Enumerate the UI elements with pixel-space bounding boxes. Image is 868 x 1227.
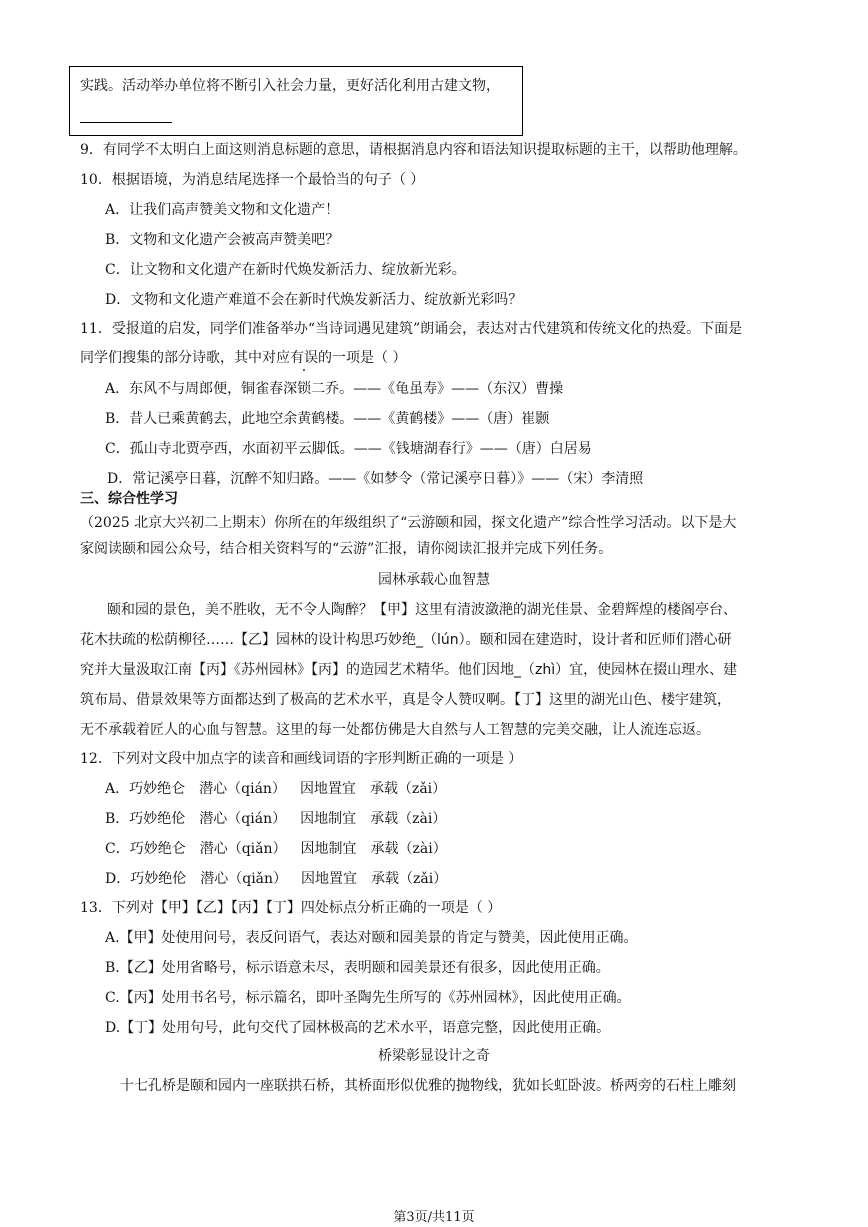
- stem-part: 同学们搜集的部分诗歌，其中对应: [80, 350, 290, 366]
- passage-title: 园林承载心血智慧: [378, 572, 490, 588]
- passage-line: 无不承载着匠人的心血与智慧。这里的每一处都仿佛是大自然与人工智慧的完美交融，让人流连忘返。: [80, 722, 710, 738]
- answer-blank: [80, 111, 172, 127]
- question-11-option: B．昔人已乘黄鹤去，此地空余黄鹤楼。——《黄鹤楼》——（唐）崔颢: [105, 411, 550, 427]
- page-number: 第3页/共11页: [393, 1210, 475, 1225]
- question-13-stem: 13．下列对【甲】【乙】【丙】【丁】四处标点分析正确的一项是（ ）: [80, 900, 502, 916]
- question-9: 9．有同学不太明白上面这则消息标题的意思，请根据消息内容和语法知识提取标题的主干，以帮助他理解。: [80, 142, 747, 158]
- passage-line: 十七孔桥是颐和园内一座联拱石桥，其桥面形似优雅的抛物线，犹如长虹卧波。桥两旁的石柱上雕刻: [120, 1078, 736, 1094]
- option-part: 因地制宜: [300, 841, 357, 857]
- option-part: D．巧妙绝伦: [105, 871, 187, 887]
- question-10-option: A．让我们高声赞美文物和文化遗产！: [105, 202, 340, 218]
- question-10-stem: 10．根据语境，为消息结尾选择一个最恰当的句子（ ）: [80, 172, 425, 188]
- passage-line: 筑布局、借景效果等方面都达到了极高的艺术水平，真是令人赞叹啊。【丁】这里的湖光山色、楼宇建筑，: [80, 692, 731, 708]
- question-12-option: [105, 810, 446, 828]
- question-13-option: D.【丁】处用句号，此句交代了园林极高的艺术水平，语意完整，因此使用正确。: [105, 1020, 611, 1036]
- section-heading: 三、综合性学习: [80, 491, 178, 507]
- question-13-option: B.【乙】处用省略号，标示语意未尽，表明颐和园美景还有很多，因此使用正确。: [105, 960, 610, 976]
- question-11-option: D．常记溪亭日暮，沉醉不知归路。——《如梦令（常记溪亭日暮）》——（宋）李清照: [107, 471, 644, 487]
- passage-title: 桥梁彰显设计之奇: [378, 1048, 490, 1064]
- option-part: 因地置宜: [299, 781, 356, 797]
- question-10-option: B．文物和文化遗产会被高声赞美吧？: [105, 232, 340, 248]
- passage-line: 究并大量汲取江南【丙】《苏州园林》【丙】的造园艺术精华。他们因地_（zhì）宜，使园林在掇山理水、建: [80, 662, 738, 678]
- option-part: B．巧妙绝伦: [105, 811, 186, 827]
- passage-line: 颐和园的景色，美不胜收，无不令人陶醉？【甲】这里有清波潋滟的湖光佳景、金碧辉煌的楼阁亭台、: [107, 602, 737, 618]
- option-part: 承载（zài）: [370, 811, 447, 827]
- question-11-stem: 11．受报道的启发，同学们准备举办“当诗词遇见建筑”朗诵会，表达对古代建筑和传统文化的热爱。下面是: [80, 321, 743, 337]
- activity-intro: 家阅读颐和园公众号，结合相关资料写的“云游”汇报，请你阅读汇报并完成下列任务。: [80, 541, 613, 557]
- question-13-option: A.【甲】处使用问号，表反问语气，表达对颐和园美景的肯定与赞美，因此使用正确。: [105, 930, 638, 946]
- question-12-option: [105, 870, 447, 888]
- question-13-option: C.【丙】处用书名号，标示篇名，即叶圣陶先生所写的《苏州园林》，因此使用正确。: [105, 990, 631, 1006]
- option-part: A．巧妙绝仑: [105, 781, 186, 797]
- option-part: C．巧妙绝仑: [105, 841, 186, 857]
- question-12-option: [105, 780, 446, 798]
- option-part: 潜心（qiǎn）: [200, 871, 288, 887]
- passage-line: 花木扶疏的松荫柳径……【乙】园林的设计构思巧妙绝_（lún）。颐和园在建造时，设计者和匠师们潜心研: [80, 632, 732, 648]
- option-part: 承载（zǎi）: [371, 871, 448, 887]
- dotted-emphasis: 有误: [290, 350, 318, 366]
- question-12-stem: 12．下列对文段中加点字的读音和画线词语的字形判断正确的一项是 ）: [80, 751, 523, 767]
- box-text-line: 实践。活动举办单位将不断引入社会力量，更好活化利用古建文物，: [80, 78, 500, 94]
- question-11-option: A．东风不与周郎便，铜雀春深锁二乔。——《龟虽寿》——（东汉）曹操: [105, 381, 564, 397]
- option-part: 潜心（qián）: [199, 811, 287, 827]
- question-10-option: C．让文物和文化遗产在新时代焕发新活力、绽放新光彩。: [105, 262, 466, 278]
- option-part: 因地置宜: [301, 871, 358, 887]
- option-part: 承载（zǎi）: [369, 781, 447, 797]
- question-11-option: C．孤山寺北贾亭西，水面初平云脚低。——《钱塘湖春行》——（唐）白居易: [105, 441, 592, 457]
- news-excerpt-box: [69, 66, 523, 136]
- activity-intro: （2025 北京大兴初二上期末）你所在的年级组织了“云游颐和园，探文化遗产”综合性学习活动。以下是大: [80, 515, 737, 531]
- option-part: 潜心（qián）: [199, 781, 286, 797]
- question-11-stem-line2: [80, 349, 406, 367]
- question-10-option: D．文物和文化遗产难道不会在新时代焕发新活力、绽放新光彩吗？: [105, 292, 523, 308]
- option-part: 承载（zài）: [370, 841, 447, 857]
- option-part: 因地制宜: [300, 811, 357, 827]
- stem-part: 的一项是（ ）: [318, 350, 407, 366]
- question-12-option: [105, 840, 447, 858]
- option-part: 潜心（qiǎn）: [199, 841, 287, 857]
